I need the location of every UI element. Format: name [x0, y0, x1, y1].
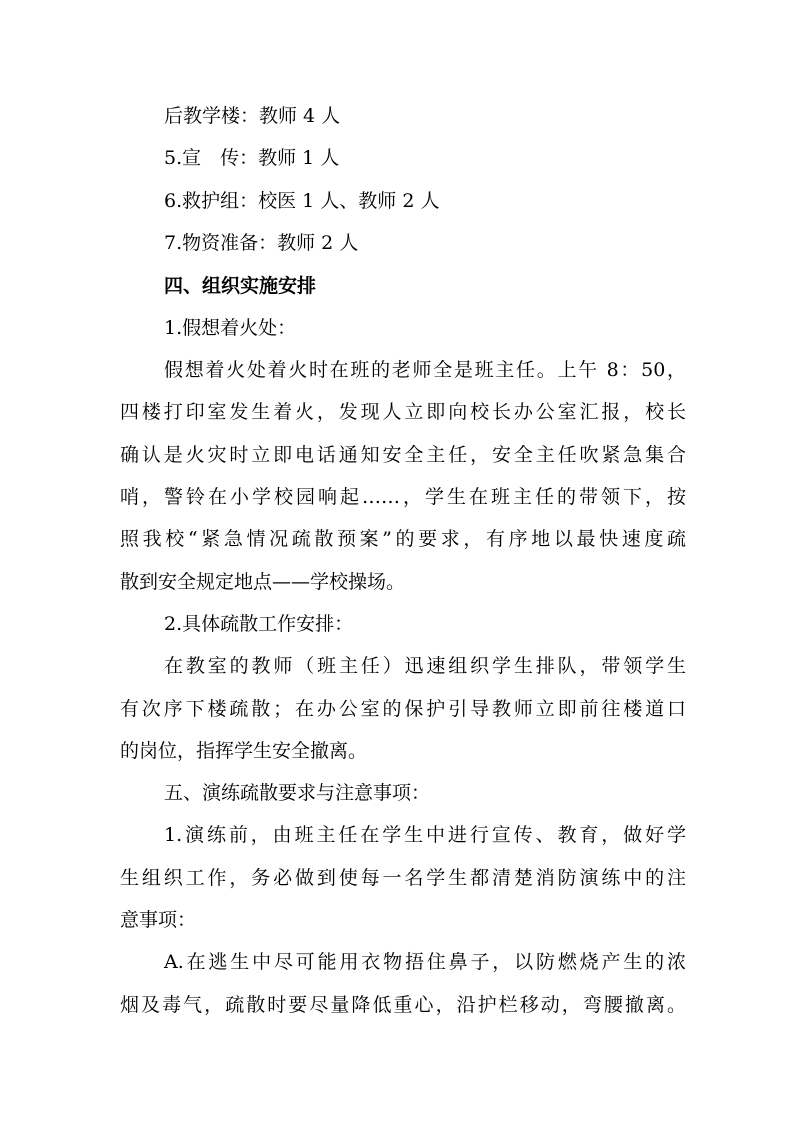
text-line-teachers-rear-building: 后教学楼：教师 4 人 [164, 105, 341, 127]
subheading-fire-location: 1.假想着火处： [164, 317, 297, 339]
paragraph-item-a-line-2: 烟及毒气，疏散时要尽量降低重心，沿护栏移动，弯腰撤离。 [120, 994, 686, 1016]
paragraph-fire-line-3: 确认是火灾时立即电话通知安全主任，安全主任吹紧急集合 [120, 444, 686, 466]
paragraph-evacuation-line-3: 的岗位，指挥学生安全撤离。 [120, 740, 368, 762]
text-line-rescue-team: 6.救护组：校医 1 人、教师 2 人 [164, 190, 440, 212]
section-heading-requirements: 五、演练疏散要求与注意事项： [164, 782, 431, 804]
section-heading-implementation: 四、组织实施安排 [164, 275, 317, 297]
paragraph-fire-line-1: 假想着火处着火时在班的老师全是班主任。上午 8：50， [164, 359, 686, 381]
paragraph-evacuation-line-2: 有次序下楼疏散；在办公室的保护引导教师立即前往楼道口 [120, 698, 686, 720]
paragraph-pre-drill-line-2: 生组织工作，务必做到使每一名学生都清楚消防演练中的注 [120, 867, 686, 889]
text-line-supplies: 7.物资准备：教师 2 人 [164, 232, 359, 254]
paragraph-fire-line-4: 哨，警铃在小学校园响起……，学生在班主任的带领下，按 [120, 486, 686, 508]
text-line-publicity: 5.宣 传：教师 1 人 [164, 147, 340, 169]
paragraph-item-a-line-1: A.在逃生中尽可能用衣物捂住鼻子，以防燃烧产生的浓 [164, 951, 686, 973]
paragraph-pre-drill-line-1: 1.演练前，由班主任在学生中进行宣传、教育，做好学 [164, 824, 686, 846]
paragraph-evacuation-line-1: 在教室的教师（班主任）迅速组织学生排队，带领学生 [164, 655, 686, 677]
subheading-evacuation-arrangement: 2.具体疏散工作安排： [164, 613, 354, 635]
paragraph-fire-line-6: 散到安全规定地点——学校操场。 [120, 571, 406, 593]
paragraph-fire-line-5: 照我校“紧急情况疏散预案”的要求，有序地以最快速度疏 [120, 528, 686, 550]
paragraph-pre-drill-line-3: 意事项： [120, 909, 197, 931]
paragraph-fire-line-2: 四楼打印室发生着火，发现人立即向校长办公室汇报，校长 [120, 401, 686, 423]
